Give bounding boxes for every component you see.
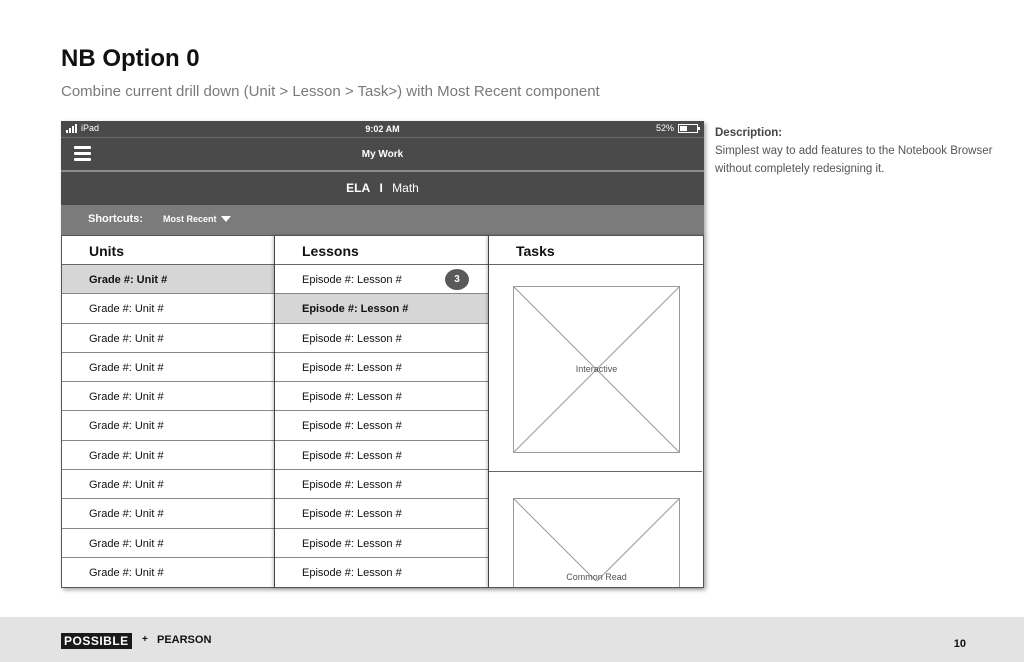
unit-row-label: Grade #: Unit # — [89, 274, 168, 286]
lesson-row[interactable] — [275, 558, 488, 587]
lessons-list — [275, 265, 488, 587]
image-placeholder — [513, 498, 680, 588]
status-time: 9:02 AM — [365, 124, 400, 134]
shortcuts-selected: Most Recent — [163, 214, 217, 224]
lesson-row[interactable] — [275, 382, 488, 411]
unit-row[interactable] — [62, 529, 274, 558]
pearson-logo: PEARSON — [157, 634, 212, 646]
lesson-row-label: Episode #: Lesson # — [302, 332, 402, 345]
subject-bar — [61, 170, 704, 205]
task-card-common-read[interactable] — [489, 471, 702, 588]
units-column — [61, 235, 275, 588]
tasks-header: Tasks — [489, 236, 703, 265]
lesson-row-label: Episode #: Lesson # — [302, 449, 402, 462]
unit-row[interactable] — [62, 470, 274, 499]
battery-icon — [678, 124, 698, 133]
lesson-row-label: Episode #: Lesson # — [302, 361, 402, 374]
unit-row[interactable] — [62, 353, 274, 382]
lesson-row-label: Episode #: Lesson # — [302, 274, 402, 286]
description-panel — [715, 124, 995, 178]
description-body: Simplest way to add features to the Notebook Browser without completely redesigning it. — [715, 145, 993, 175]
unit-row[interactable] — [62, 558, 274, 587]
subject-math[interactable]: Math — [392, 181, 419, 195]
unit-row[interactable] — [62, 499, 274, 528]
lesson-row-label: Episode #: Lesson # — [302, 479, 402, 492]
unit-row[interactable] — [62, 382, 274, 411]
task-label: Interactive — [575, 364, 618, 374]
ipad-mockup — [61, 121, 704, 588]
page-number: 10 — [953, 638, 966, 650]
task-label: Common Read — [566, 572, 627, 582]
lessons-header: Lessons — [275, 236, 488, 265]
lesson-row-label: Episode #: Lesson # — [302, 566, 402, 579]
unit-row[interactable] — [62, 265, 274, 294]
lesson-row[interactable] — [275, 411, 488, 440]
footer-plus: + — [142, 634, 148, 645]
footer — [0, 617, 1024, 662]
lesson-row-label: Episode #: Lesson # — [302, 303, 409, 316]
lesson-row[interactable] — [275, 294, 488, 323]
units-list — [62, 265, 274, 587]
unit-row-label: Grade #: Unit # — [89, 537, 164, 550]
caret-down-icon — [221, 216, 231, 222]
unit-row-label: Grade #: Unit # — [89, 332, 164, 345]
subject-separator: I — [379, 181, 383, 195]
unit-row[interactable] — [62, 441, 274, 470]
lesson-row-label: Episode #: Lesson # — [302, 420, 402, 433]
unit-row[interactable] — [62, 324, 274, 353]
device-label: iPad — [81, 123, 100, 133]
unit-row-label: Grade #: Unit # — [89, 566, 164, 579]
units-header: Units — [62, 236, 274, 265]
lesson-row[interactable] — [275, 353, 488, 382]
lesson-row-label: Episode #: Lesson # — [302, 391, 402, 404]
shortcuts-bar — [61, 205, 704, 235]
unit-row-label: Grade #: Unit # — [89, 303, 164, 316]
lessons-column — [275, 235, 489, 588]
unit-row-label: Grade #: Unit # — [89, 508, 164, 521]
lesson-row-label: Episode #: Lesson # — [302, 508, 402, 521]
unit-row-label: Grade #: Unit # — [89, 449, 164, 462]
description-heading: Description: — [715, 127, 783, 139]
page-subtitle: Combine current drill down (Unit > Lesson > Task>) with Most Recent component — [61, 83, 600, 100]
lesson-row[interactable] — [275, 265, 488, 294]
unit-row[interactable] — [62, 411, 274, 440]
unit-row-label: Grade #: Unit # — [89, 391, 164, 404]
nav-bar — [61, 137, 704, 170]
battery-percent: 52% — [655, 123, 674, 133]
shortcuts-label: Shortcuts: — [88, 213, 143, 225]
unit-row-label: Grade #: Unit # — [89, 361, 164, 374]
lesson-row-label: Episode #: Lesson # — [302, 537, 402, 550]
shortcuts-dropdown[interactable] — [163, 214, 231, 224]
subject-ela[interactable]: ELA — [346, 181, 371, 195]
image-placeholder — [513, 286, 680, 453]
page-title: NB Option 0 — [61, 45, 200, 72]
lesson-row[interactable] — [275, 324, 488, 353]
count-badge: 3 — [445, 269, 469, 290]
lesson-row[interactable] — [275, 470, 488, 499]
lesson-row[interactable] — [275, 441, 488, 470]
lesson-row[interactable] — [275, 529, 488, 558]
unit-row-label: Grade #: Unit # — [89, 420, 164, 433]
unit-row-label: Grade #: Unit # — [89, 479, 164, 492]
possible-logo: POSSIBLE — [61, 633, 132, 649]
unit-row[interactable] — [62, 294, 274, 323]
tasks-column — [489, 235, 704, 588]
drilldown-columns — [61, 235, 704, 588]
task-card-interactive[interactable] — [489, 265, 702, 472]
nav-title: My Work — [361, 149, 404, 160]
lesson-row[interactable] — [275, 499, 488, 528]
status-bar — [61, 121, 704, 137]
